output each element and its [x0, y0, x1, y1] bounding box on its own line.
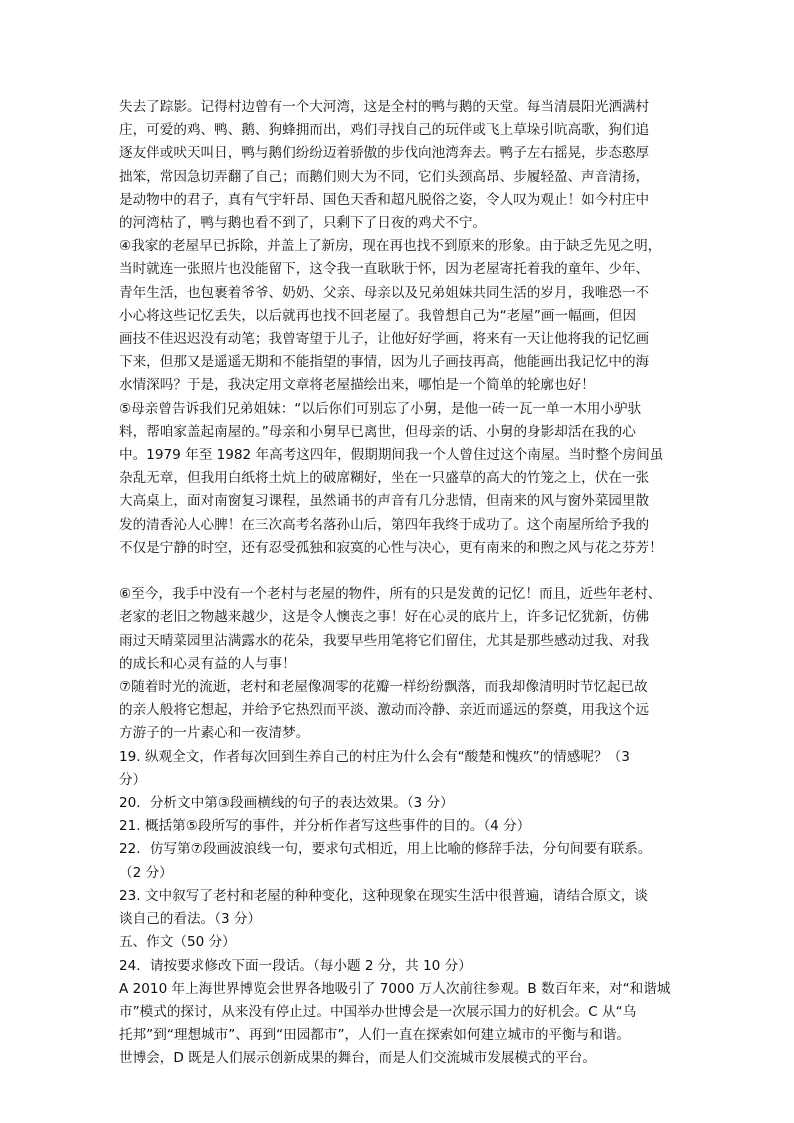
text-line: 中。1979 年至 1982 年高考这四年，假期期间我一个人曾住过这个南屋。当时整个房间虽 [119, 447, 664, 464]
question-line: （2 分） [119, 864, 173, 881]
text-line: 的成长和心灵有益的人与事！ [119, 655, 296, 672]
text-line: 市”模式的探讨，从来没有停止过。中国举办世博会是一次展示国力的好机会。C 从“乌 [119, 1003, 637, 1020]
text-line: 杂乱无章，但我用白纸将土炕上的破席糊好，坐在一只盛草的高大的竹笼之上，伏在一张 [119, 470, 650, 487]
section-heading: 五、作文（50 分） [119, 934, 236, 951]
text-line: 当时就连一张照片也没能留下，这令我一直耿耿于怀，因为老屋寄托着我的童年、少年、 [119, 261, 650, 278]
text-line: 方游子的一片素心和一夜清梦。 [119, 725, 310, 742]
text-line: 失去了踪影。记得村边曾有一个大河湾，这是全村的鸭与鹅的天堂。每当清晨阳光洒满村 [119, 99, 650, 115]
text-line: 大高桌上，面对南窗复习课程，虽然诵书的声音有几分悲情，但南来的风与窗外菜园里散 [119, 493, 650, 510]
text-line: 世博会，D 既是人们展示创新成果的舞台，而是人们交流城市发展模式的平台。 [119, 1050, 596, 1067]
text-line: 料，帮咱家盖起南屋的。”母亲和小舅早已离世，但母亲的话、小舅的身影却活在我的心 [119, 423, 636, 440]
paragraph-gap [119, 560, 679, 583]
text-line: ⑦随着时光的流逝，老村和老屋像凋零的花瓣一样纷纷飘落，而我却像清明时节忆起已故 [119, 679, 648, 696]
text-line: ⑤母亲曾告诉我们兄弟姐妹：“以后你们可别忘了小舅，是他一砖一瓦一单一木用小驴驮 [119, 400, 642, 417]
question-line: 21. 概括第⑤段所写的事件，并分析作者写这些事件的目的。（4 分） [119, 818, 531, 835]
text-line: 托邦”到“理想城市”、再到“田园都市”，人们一直在探索如何建立城市的平衡与和谐。 [119, 1027, 630, 1044]
text-line: 逐友伴或吠天叫日，鸭与鹅们纷纷迈着骄傲的步伐向池湾奔去。鸭子左右摇晃，步态憨厚 [119, 145, 650, 162]
question-line: 谈自己的看法。（3 分） [119, 911, 262, 928]
text-line: 的亲人般将它想起，并给予它热烈而平淡、激动而冷静、亲近而遥远的祭奠，用我这个远 [119, 702, 650, 719]
question-line: 22．仿写第⑦段画波浪线一句，要求句式相近，用上比喻的修辞手法，分句间要有联系。 [119, 841, 652, 858]
question-line: 19. 纵观全文，作者每次回到生养自己的村庄为什么会有“酸楚和愧疚”的情感呢？（3 [119, 748, 630, 765]
question-line: 20．分析文中第③段画横线的句子的表达效果。（3 分） [119, 795, 454, 812]
question-line: 23. 文中叙写了老村和老屋的种种变化，这种现象在现实生活中很普遍，请结合原文，谈 [119, 887, 648, 904]
text-line: ⑥至今，我手中没有一个老村与老屋的物件，所有的只是发黄的记忆！而且，近些年老村、 [119, 586, 662, 603]
text-line: 拙笨，常因急切弄翻了自己；而鹅们则大为不同，它们头颈高昂、步履轻盈、声音清扬， [119, 168, 650, 185]
text-line: 发的清香沁人心脾！在三次高考名落孙山后，第四年我终于成功了。这个南屋所给予我的 [119, 516, 650, 533]
text-line: 庄，可爱的鸡、鸭、鹅、狗蜂拥而出，鸡们寻找自己的玩伴或飞上草垛引吭高歌，狗们追 [119, 122, 650, 139]
text-line: 雨过天晴菜园里沾满露水的花朵，我要早些用笔将它们留住，尤其是那些感动过我、对我 [119, 632, 650, 649]
question-line: 24．请按要求修改下面一段话。（每小题 2 分，共 10 分） [119, 957, 472, 974]
text-line: 小心将这些记忆丢失，以后就再也找不回老屋了。我曾想自己为“老屋”画一幅画，但因 [119, 307, 637, 324]
paragraph-block-upper [119, 96, 679, 560]
text-line: 不仅是宁静的时空，还有忍受孤独和寂寞的心性与决心，更有南来的和煦之风与花之芬芳！ [119, 539, 663, 556]
text-line: 青年生活，也包裹着爷爷、奶奶、父亲、母亲以及兄弟姐妹共同生活的岁月，我唯恐一不 [119, 284, 650, 301]
text-line: 是动物中的君子，真有气宇轩昂、国色天香和超凡脱俗之姿，令人叹为观止！如今村庄中 [119, 191, 650, 208]
text-line: 下来，但那又是遥遥无期和不能指望的事情，因为儿子画技再高，他能画出我记忆中的海 [119, 354, 650, 371]
text-line: 老家的老旧之物越来越少，这是令人懊丧之事！好在心灵的底片上，许多记忆犹新，仿佛 [119, 609, 650, 626]
text-line: 画技不佳迟迟没有动笔；我曾寄望于儿子，让他好好学画，将来有一天让他将我的记忆画 [119, 331, 650, 348]
document-page [119, 96, 679, 1071]
text-line: A 2010 年上海世界博览会世界各地吸引了 7000 万人次前往参观。B 数百年来，对“和谐城 [119, 980, 671, 997]
text-line: ④我家的老屋早已拆除，并盖上了新房，现在再也找不到原来的形象。由于缺乏先见之明， [119, 238, 662, 255]
paragraph-block-lower [119, 583, 679, 1070]
question-line: 分） [119, 771, 147, 788]
text-line: 的河湾枯了，鸭与鹅也看不到了，只剩下了日夜的鸡犬不宁。 [119, 215, 487, 232]
text-line: 水情深吗？于是，我决定用文章将老屋描绘出来，哪怕是一个简单的轮廓也好！ [119, 377, 595, 394]
